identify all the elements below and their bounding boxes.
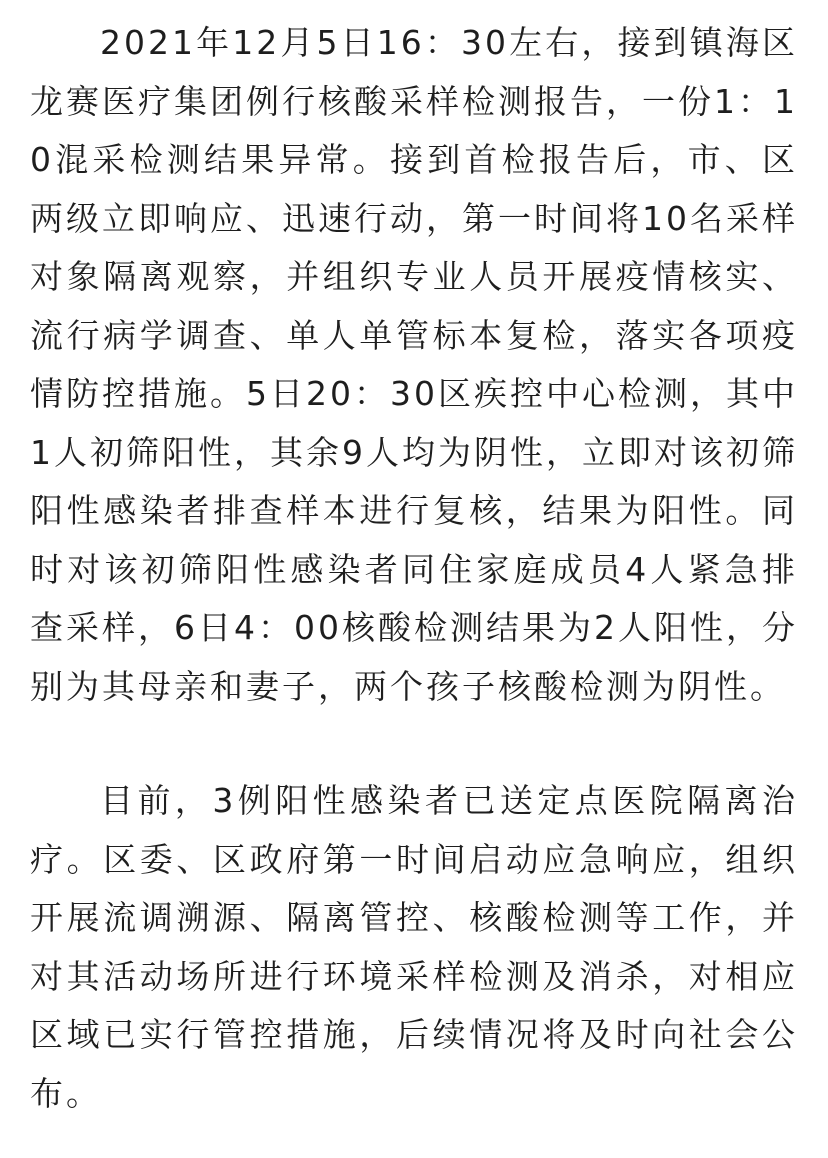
paragraph-response-measures: 目前，3例阳性感染者已送定点医院隔离治疗。区委、区政府第一时间启动应急响应，组织开展流调溯源、隔离管控、核酸检测等工作，并对其活动场所进行环境采样检测及消杀，对相应区域已实行管控措施，后续情况将及时向社会公布。 bbox=[30, 781, 798, 1113]
article-body bbox=[30, 14, 798, 1123]
paragraph-case-report: 2021年12月5日16：30左右，接到镇海区龙赛医疗集团例行核酸采样检测报告，一份1：10混采检测结果异常。接到首检报告后，市、区两级立即响应、迅速行动，第一时间将10名采样对象隔离观察，并组织专业人员开展疫情核实、流行病学调查、单人单管标本复检，落实各项疫情防控措施。5日20：30区疾控中心检测，其中1人初筛阳性，其余9人均为阴性，立即对该初筛阳性感染者排查样本进行复核，结果为阳性。同时对该初筛阳性感染者同住家庭成员4人紧急排查采样，6日4：00核酸检测结果为2人阳性，分别为其母亲和妻子，两个孩子核酸检测为阴性。 bbox=[30, 23, 798, 706]
